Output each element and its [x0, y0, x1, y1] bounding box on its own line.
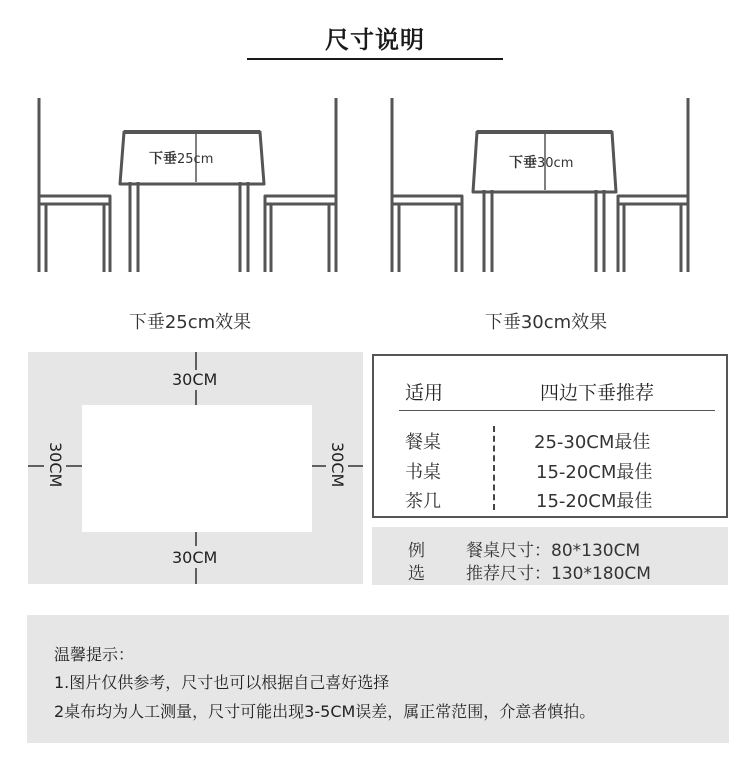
example-label-2: 选: [408, 564, 425, 584]
tips-heading: 温馨提示：: [54, 645, 135, 664]
example-table-size: 餐桌尺寸：80*130CM: [466, 541, 641, 561]
dim-right: 30CM: [328, 442, 347, 488]
table-row-item: 书桌: [405, 462, 441, 483]
tip-item: 1.图片仅供参考，尺寸也可以根据自己喜好选择: [54, 673, 390, 692]
drop-label-2-text: 下垂: [509, 155, 537, 171]
drop-label-1-value: 25cm: [177, 152, 214, 167]
table-divider: [493, 426, 495, 510]
caption-25cm: 下垂25cm效果: [128, 312, 252, 333]
table-row-value: 25-30CM最佳: [534, 432, 651, 453]
table-row-item: 茶几: [405, 491, 441, 512]
page-title: 尺寸说明: [325, 26, 425, 54]
example-label-1: 例: [408, 541, 425, 561]
dim-left: 30CM: [46, 442, 65, 488]
drop-label-1-text: 下垂: [149, 151, 177, 167]
table-header-rule: [399, 410, 715, 411]
drop-label-2-value: 30cm: [537, 156, 574, 171]
table-row-item: 餐桌: [405, 432, 441, 453]
table-header-value: 四边下垂推荐: [540, 382, 655, 404]
table-row-value: 15-20CM最佳: [536, 462, 653, 483]
table-header-item: 适用: [405, 382, 444, 404]
dim-bottom: 30CM: [172, 548, 218, 567]
tip-item: 2桌布均为人工测量，尺寸可能出现3-5CM误差，属正常范围，介意者慎拍。: [54, 702, 596, 721]
table-row-value: 15-20CM最佳: [536, 491, 653, 512]
dim-top: 30CM: [172, 370, 218, 389]
example-recommend-size: 推荐尺寸：130*180CM: [466, 564, 651, 584]
caption-30cm: 下垂30cm效果: [484, 312, 608, 333]
